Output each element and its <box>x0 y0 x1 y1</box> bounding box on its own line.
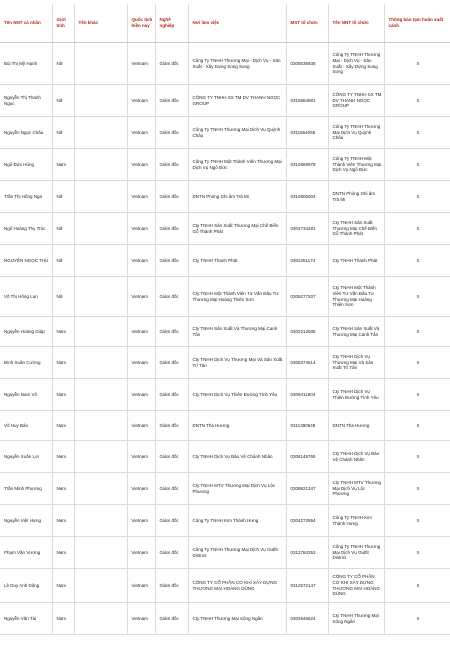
cell-occupation: Giám đốc <box>155 181 188 213</box>
table-row <box>0 213 450 245</box>
table-row <box>0 317 450 347</box>
cell-org-name: DNTN Tha Hương <box>328 411 384 441</box>
cell-workplace: DNTN Tha Hương <box>188 411 286 441</box>
cell-org-name: Cty TNHH Sản Xuất Thương Mại Chế Biến Gỗ Thành Phát <box>328 213 384 245</box>
cell-nationality: Vietnam <box>127 441 155 473</box>
cell-nationality: Vietnam <box>127 603 155 635</box>
cell-org-tax-id: 0312572147 <box>286 569 328 603</box>
cell-org-name: Công Ty TNHH Thương Mại Dịch Vụ Outfit District <box>328 537 384 569</box>
cell-occupation: Giám đốc <box>155 277 188 317</box>
cell-org-name: Cty TNHH Dịch Vụ Bảo Vệ Chánh Nhân <box>328 441 384 473</box>
cell-gender: Nữ <box>52 85 74 117</box>
cell-org-tax-id: 0305277207 <box>286 277 328 317</box>
cell-name: Đinh Xuân Cường <box>0 347 52 379</box>
cell-workplace: Công Ty TNHH Kim Thành Hưng <box>188 505 286 537</box>
cell-nationality: Vietnam <box>127 379 155 411</box>
cell-gender: Nữ <box>52 245 74 277</box>
cell-nationality: Vietnam <box>127 347 155 379</box>
cell-nationality: Vietnam <box>127 277 155 317</box>
cell-nationality: Vietnam <box>127 85 155 117</box>
cell-nationality: Vietnam <box>127 317 155 347</box>
cell-org-tax-id: 0305535938 <box>286 43 328 85</box>
table-row <box>0 411 450 441</box>
cell-workplace: DNTN Phòng Ghi âm Trà Mi <box>188 181 286 213</box>
cell-other-name <box>74 537 127 569</box>
cell-gender: Nữ <box>52 43 74 85</box>
header-other-name: Tên khác <box>74 4 127 43</box>
header-workplace: Nơi làm việc <box>188 4 286 43</box>
cell-name: Nguyễn Nam Võ <box>0 379 52 411</box>
cell-exit-notice: X <box>384 213 450 245</box>
cell-occupation: Giám đốc <box>155 473 188 505</box>
cell-nationality: Vietnam <box>127 149 155 181</box>
cell-gender: Nữ <box>52 213 74 245</box>
cell-org-tax-id: 0309821347 <box>286 473 328 505</box>
cell-workplace: Công Ty TNHH Thương Mại - Dịch Vụ - Sản Xuất - Xây Dựng Song Song <box>188 43 286 85</box>
cell-gender: Nữ <box>52 277 74 317</box>
table-row <box>0 43 450 85</box>
table-row <box>0 441 450 473</box>
cell-workplace: Cty TNHH Sản Xuất Thương Mại Chế Biến Gỗ Thành Phát <box>188 213 286 245</box>
table-row <box>0 505 450 537</box>
table-row <box>0 569 450 603</box>
cell-name: Lê Duy Anh Dũng <box>0 569 52 603</box>
cell-name: Ngô Đức Hùng <box>0 149 52 181</box>
cell-exit-notice: X <box>384 505 450 537</box>
cell-org-tax-id: 0315984881 <box>286 85 328 117</box>
cell-org-tax-id: 0310869979 <box>286 149 328 181</box>
cell-org-tax-id: 0304734281 <box>286 213 328 245</box>
table-row <box>0 347 450 379</box>
cell-gender: Nam <box>52 473 74 505</box>
cell-nationality: Vietnam <box>127 537 155 569</box>
cell-occupation: Giám đốc <box>155 347 188 379</box>
cell-nationality: Vietnam <box>127 505 155 537</box>
cell-name: Nguyễn Thị Thanh Ngọc <box>0 85 52 117</box>
cell-nationality: Vietnam <box>127 117 155 149</box>
cell-org-name: Cty TNHH Thanh Phát <box>328 245 384 277</box>
cell-gender: Nam <box>52 411 74 441</box>
table-row <box>0 149 450 181</box>
cell-name: Nguyễn Ngọc Châu <box>0 117 52 149</box>
cell-occupation: Giám đốc <box>155 441 188 473</box>
table-row <box>0 245 450 277</box>
header-row <box>0 4 450 43</box>
cell-name: NGUYỄN NGỌC THU <box>0 245 52 277</box>
header-org-name: Tên NNT tổ chức <box>328 4 384 43</box>
header-nationality: Quốc tịch hiện nay <box>127 4 155 43</box>
cell-exit-notice: X <box>384 569 450 603</box>
cell-other-name <box>74 603 127 635</box>
cell-name: Bùi Thị Mỹ Hạnh <box>0 43 52 85</box>
cell-nationality: Vietnam <box>127 245 155 277</box>
cell-org-tax-id: 0310805004 <box>286 181 328 213</box>
cell-org-name: CÔNG TY TNHH SX TM DV THANH NGỌC GROUP <box>328 85 384 117</box>
cell-exit-notice: X <box>384 411 450 441</box>
cell-org-name: Cty TNHH Sản Xuất Và Thương Mại Canh Tân <box>328 317 384 347</box>
table-row <box>0 277 450 317</box>
cell-other-name <box>74 347 127 379</box>
cell-exit-notice: X <box>384 537 450 569</box>
cell-org-tax-id: 0302212508 <box>286 317 328 347</box>
header-occupation: Nghề nghiệp <box>155 4 188 43</box>
cell-occupation: Giám đốc <box>155 245 188 277</box>
cell-other-name <box>74 43 127 85</box>
cell-name: Nguyễn Xuân Lợi <box>0 441 52 473</box>
table-row <box>0 473 450 505</box>
cell-workplace: Cty TNHH Thương Mại Sông Ngân <box>188 603 286 635</box>
cell-exit-notice: X <box>384 149 450 181</box>
cell-other-name <box>74 245 127 277</box>
cell-org-name: Công Ty TNHH Thương Mại Dịch Vụ Quỳnh Châu <box>328 117 384 149</box>
cell-nationality: Vietnam <box>127 569 155 603</box>
cell-exit-notice: X <box>384 85 450 117</box>
cell-occupation: Giám đốc <box>155 411 188 441</box>
cell-org-name: DNTN Phòng Ghi âm Trà Mi <box>328 181 384 213</box>
cell-workplace: Cty TNHH MTV Thương Mại Dịch Vụ Lộc Phương <box>188 473 286 505</box>
cell-nationality: Vietnam <box>127 213 155 245</box>
header-exit-notice: Thông báo tạm hoãn xuất cảnh <box>384 4 450 43</box>
table-row <box>0 85 450 117</box>
cell-exit-notice: X <box>384 277 450 317</box>
cell-exit-notice: X <box>384 317 450 347</box>
cell-workplace: Công Ty TNHH Thương Mại Dịch Vụ Quỳnh Châu <box>188 117 286 149</box>
header-name: Tên NNT cá nhân <box>0 4 52 43</box>
cell-org-tax-id: 0306148765 <box>286 441 328 473</box>
cell-org-name: Cty TNHH Thương Mại Sông Ngân <box>328 603 384 635</box>
cell-workplace: Cty TNHH Dịch Vụ Thương Mại Và Sản Xuất Trí Tân <box>188 347 286 379</box>
cell-org-name: Cty TNHH Một Thành Viên Tư Vấn Đầu Tư Thương Mại Hoàng Thiên Sơn <box>328 277 384 317</box>
cell-org-tax-id: 0312784353 <box>286 537 328 569</box>
cell-workplace: CÔNG TY TNHH SX TM DV THANH NGỌC GROUP <box>188 85 286 117</box>
cell-other-name <box>74 569 127 603</box>
cell-occupation: Giám đốc <box>155 43 188 85</box>
cell-exit-notice: X <box>384 245 450 277</box>
cell-workplace: Công Ty TNHH Một Thành Viên Thương Mại Dịch Vụ Ngô Đức <box>188 149 286 181</box>
cell-org-name: Cty TNHH MTV Thương Mại Dịch Vụ Lộc Phương <box>328 473 384 505</box>
cell-gender: Nam <box>52 441 74 473</box>
cell-workplace: CÔNG TY CỔ PHẦN CƠ KHÍ XÂY DỰNG THƯƠNG MẠI HOÀNG DŨNG <box>188 569 286 603</box>
cell-gender: Nam <box>52 603 74 635</box>
cell-occupation: Giám đốc <box>155 149 188 181</box>
cell-other-name <box>74 473 127 505</box>
cell-gender: Nam <box>52 317 74 347</box>
cell-workplace: Cty TNHH Một Thành Viên Tư Vấn Đầu Tư Thương Mại Hoàng Thiên Sơn <box>188 277 286 317</box>
cell-other-name <box>74 505 127 537</box>
cell-workplace: Cty TNHH Sản Xuất Và Thương Mại Canh Tân <box>188 317 286 347</box>
cell-name: Võ Thị Hồng Lan <box>0 277 52 317</box>
table-body <box>0 43 450 635</box>
cell-name: Nguyễn Hoàng Giáp <box>0 317 52 347</box>
cell-org-name: Công Ty TNHH Thương Mại - Dịch Vụ - Sản Xuất - Xây Dựng Song Song <box>328 43 384 85</box>
cell-nationality: Vietnam <box>127 181 155 213</box>
cell-org-tax-id: 0305374514 <box>286 347 328 379</box>
cell-exit-notice: X <box>384 379 450 411</box>
cell-gender: Nam <box>52 149 74 181</box>
cell-occupation: Giám đốc <box>155 537 188 569</box>
cell-org-name: Cty TNHH Dịch Vụ Thiên Đường Tình Yêu <box>328 379 384 411</box>
cell-occupation: Giám đốc <box>155 213 188 245</box>
cell-occupation: Giám đốc <box>155 85 188 117</box>
cell-other-name <box>74 441 127 473</box>
cell-name: Võ Huy Bảo <box>0 411 52 441</box>
header-gender: Giới tính <box>52 4 74 43</box>
cell-name: Trần Thị Hồng Nga <box>0 181 52 213</box>
table-header <box>0 4 450 43</box>
cell-gender: Nam <box>52 505 74 537</box>
cell-org-tax-id: 0309411904 <box>286 379 328 411</box>
cell-occupation: Giám đốc <box>155 505 188 537</box>
cell-name: Ngô Hoàng Thy Trúc <box>0 213 52 245</box>
cell-other-name <box>74 379 127 411</box>
cell-occupation: Giám đốc <box>155 317 188 347</box>
table-row <box>0 181 450 213</box>
cell-other-name <box>74 213 127 245</box>
cell-org-name: CÔNG TY CỔ PHẦN CƠ KHÍ XÂY DỰNG THƯƠNG MẠI HOÀNG DŨNG <box>328 569 384 603</box>
cell-org-name: Công Ty TNHH Một Thành Viên Thương Mại Dịch Vụ Ngô Đức <box>328 149 384 181</box>
taxpayer-table <box>0 4 450 635</box>
cell-other-name <box>74 149 127 181</box>
cell-exit-notice: X <box>384 347 450 379</box>
cell-org-tax-id: 0311390948 <box>286 411 328 441</box>
cell-exit-notice: X <box>384 441 450 473</box>
cell-org-tax-id: 0302846624 <box>286 603 328 635</box>
cell-occupation: Giám đốc <box>155 117 188 149</box>
cell-gender: Nam <box>52 537 74 569</box>
cell-workplace: Cty TNHH Thanh Phát <box>188 245 286 277</box>
cell-gender: Nữ <box>52 117 74 149</box>
cell-occupation: Giám đốc <box>155 603 188 635</box>
cell-org-tax-id: 0302261174 <box>286 245 328 277</box>
cell-name: Phạm Văn Vương <box>0 537 52 569</box>
cell-name: Nguyễn Văn Tài <box>0 603 52 635</box>
cell-org-tax-id: 0304273954 <box>286 505 328 537</box>
cell-exit-notice: X <box>384 181 450 213</box>
cell-name: Trần Minh Phương <box>0 473 52 505</box>
table-row <box>0 603 450 635</box>
table-row <box>0 537 450 569</box>
cell-org-tax-id: 0311564055 <box>286 117 328 149</box>
cell-occupation: Giám đốc <box>155 379 188 411</box>
cell-gender: Nam <box>52 347 74 379</box>
cell-nationality: Vietnam <box>127 473 155 505</box>
cell-nationality: Vietnam <box>127 411 155 441</box>
cell-workplace: Công Ty TNHH Thương Mại Dịch Vụ Outfit District <box>188 537 286 569</box>
cell-other-name <box>74 317 127 347</box>
cell-workplace: Cty TNHH Dịch Vụ Bảo Vệ Chánh Nhân <box>188 441 286 473</box>
cell-gender: Nữ <box>52 181 74 213</box>
cell-other-name <box>74 117 127 149</box>
cell-exit-notice: X <box>384 43 450 85</box>
cell-org-name: Công Ty TNHH Kim Thành Hưng <box>328 505 384 537</box>
cell-other-name <box>74 411 127 441</box>
cell-gender: Nam <box>52 379 74 411</box>
cell-occupation: Giám đốc <box>155 569 188 603</box>
table-row <box>0 379 450 411</box>
cell-org-name: Cty TNHH Dịch Vụ Thương Mại Và Sản Xuất Trí Tân <box>328 347 384 379</box>
cell-workplace: Cty TNHH Dịch Vụ Thiên Đường Tình Yêu <box>188 379 286 411</box>
cell-exit-notice: X <box>384 603 450 635</box>
table-row <box>0 117 450 149</box>
cell-other-name <box>74 181 127 213</box>
cell-gender: Nam <box>52 569 74 603</box>
cell-other-name <box>74 277 127 317</box>
header-org-tax-id: MST tổ chức <box>286 4 328 43</box>
cell-name: Nguyễn Việt Hưng <box>0 505 52 537</box>
cell-exit-notice: X <box>384 117 450 149</box>
cell-other-name <box>74 85 127 117</box>
cell-nationality: Vietnam <box>127 43 155 85</box>
cell-exit-notice: X <box>384 473 450 505</box>
